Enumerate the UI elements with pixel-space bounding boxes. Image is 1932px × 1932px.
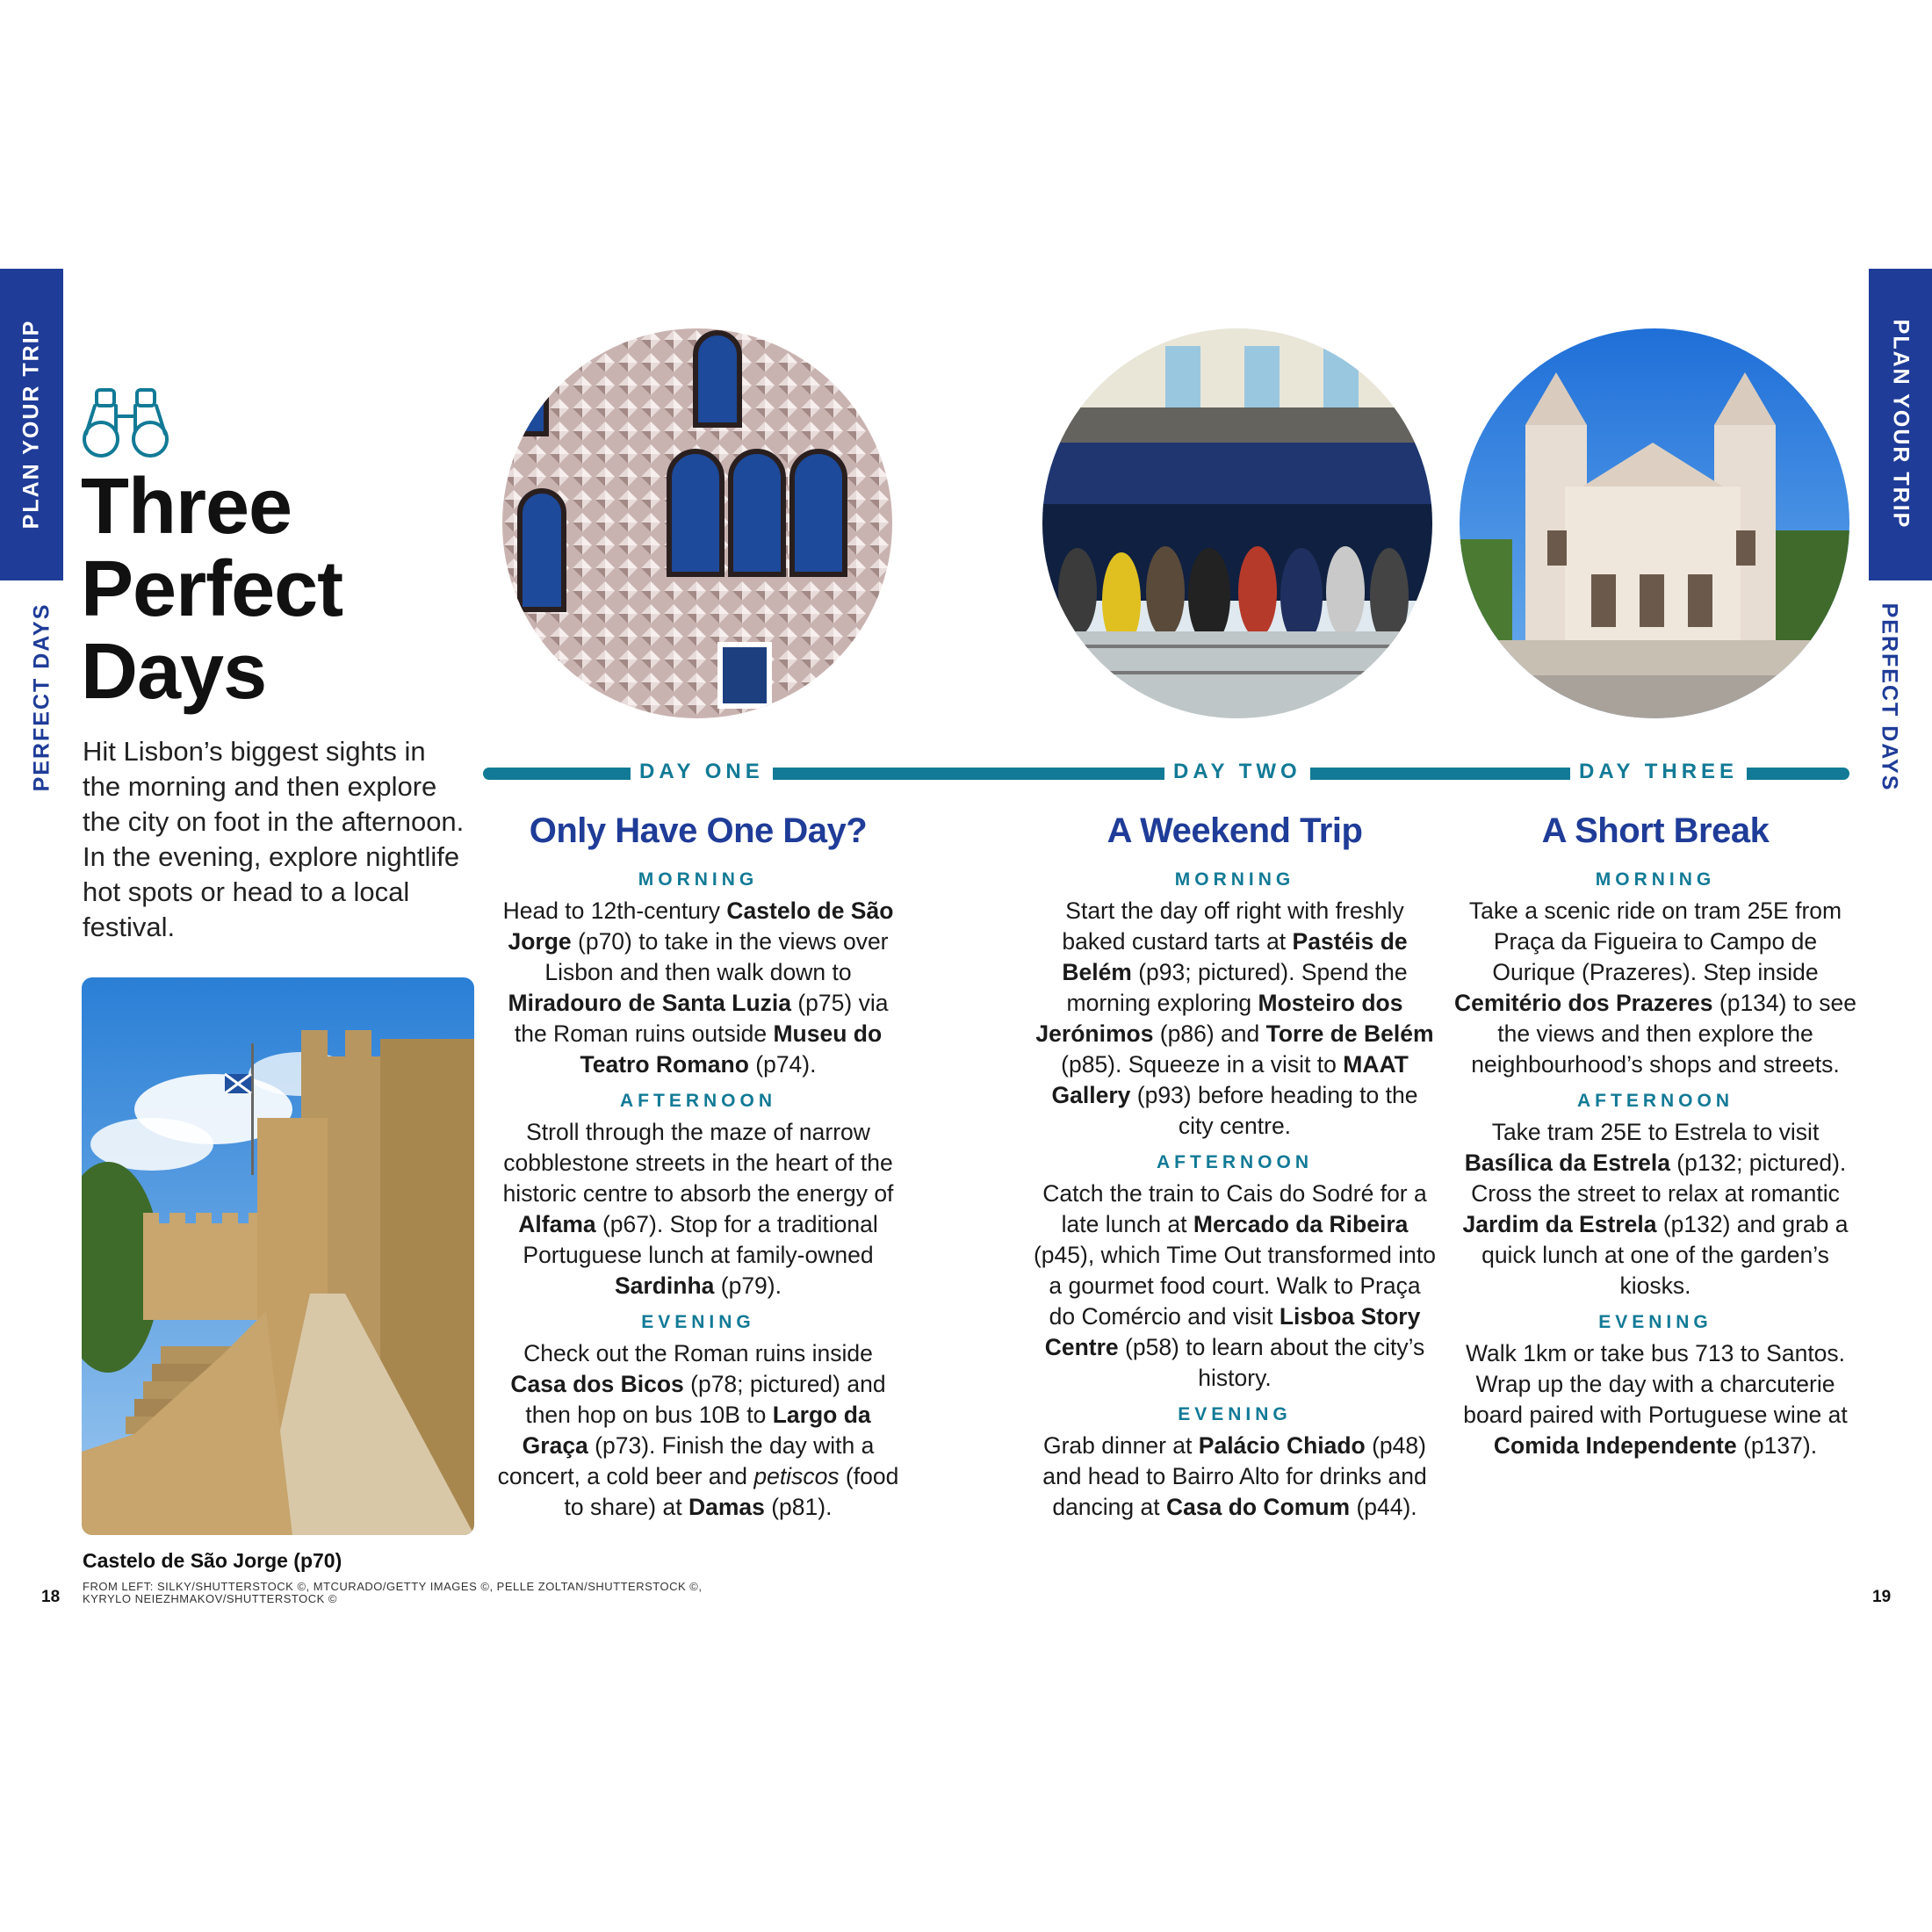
basilica-da-estrela-photo <box>1460 328 1849 718</box>
day-heading: A Weekend Trip <box>1107 811 1363 850</box>
segment-title: MORNING <box>1595 869 1716 890</box>
text-run: Stroll through the maze of narrow cobblestone streets in the heart of the historic centre to absorb the energy of <box>502 1119 894 1207</box>
text-run: (p86) and <box>1153 1020 1266 1047</box>
subsection-label-left: PERFECT DAYS <box>29 602 54 792</box>
section-tab-right[interactable] <box>1869 269 1932 580</box>
place-name: MAAT Gallery <box>1051 1051 1409 1108</box>
text-run: Grab dinner at <box>1043 1432 1199 1459</box>
castle-photo <box>82 977 474 1535</box>
day-heading: A Short Break <box>1541 811 1770 850</box>
text-run: (p132) and grab a quick lunch at one of the garden’s kiosks. <box>1481 1211 1849 1299</box>
text-run: (p45), which Time Out transformed into a gourmet food court. Walk to Praça do Comércio and visit <box>1033 1242 1437 1330</box>
place-name: Pastéis de Belém <box>1062 928 1408 985</box>
text-run: (p134) to see the views and then explore the neighbourhood’s shops and streets. <box>1471 990 1857 1078</box>
segment-title: AFTERNOON <box>1157 1152 1313 1172</box>
place-name: Miradouro de Santa Luzia <box>508 990 791 1016</box>
place-name: Jardim da Estrela <box>1462 1211 1657 1237</box>
segment-text <box>496 1117 900 1301</box>
place-name: Torre de Belém <box>1265 1020 1434 1047</box>
title-line: Perfect <box>81 545 343 633</box>
segment-title: EVENING <box>1598 1312 1712 1332</box>
segment-title: MORNING <box>638 869 759 890</box>
text-run: petiscos <box>753 1463 840 1489</box>
intro-text: Hit Lisbon’s biggest sights in the morning and then explore the city on foot in the afternoon. In the evening, explore nightlife hot spots or head to a local festival. <box>83 736 465 942</box>
segment-title: EVENING <box>1178 1404 1292 1424</box>
photo-credits <box>83 1581 702 1605</box>
pasteis-de-belem-photo <box>1042 328 1432 718</box>
section-tab-label: PLAN YOUR TRIP <box>1888 319 1914 530</box>
day-label: DAY TWO <box>1164 759 1310 785</box>
segment-text <box>1453 1117 1857 1301</box>
place-name: Casa do Comum <box>1165 1494 1351 1520</box>
segment-title: AFTERNOON <box>620 1091 776 1111</box>
day-three-column <box>1453 806 1857 1461</box>
segment-text <box>1453 1338 1857 1461</box>
page-title <box>81 463 343 716</box>
place-name: Casa dos Bicos <box>510 1371 684 1397</box>
text-run: (p70) to take in the views over Lisbon and then walk down to <box>544 928 889 985</box>
place-name: Lisboa Story Centre <box>1044 1303 1421 1360</box>
section-tab-label: PLAN YOUR TRIP <box>18 319 44 530</box>
day-label: DAY THREE <box>1570 759 1747 785</box>
day-heading: Only Have One Day? <box>529 811 868 850</box>
day-label: DAY ONE <box>631 759 773 785</box>
page-number-left: 18 <box>41 1588 61 1606</box>
place-name: Mercado da Ribeira <box>1193 1211 1409 1237</box>
section-tab-left[interactable] <box>0 269 63 580</box>
text-run: (p74). <box>748 1051 817 1078</box>
text-run: (p85). Squeeze in a visit to <box>1061 1051 1344 1078</box>
text-run: (p67). Stop for a traditional Portuguese lunch at family-owned <box>523 1211 878 1268</box>
text-run: Check out the Roman ruins inside <box>523 1340 873 1366</box>
place-name: Basílica da Estrela <box>1464 1150 1670 1176</box>
segment-text <box>1033 896 1437 1142</box>
segment-text <box>1033 1431 1437 1523</box>
place-name: Sardinha <box>615 1272 715 1299</box>
text-run: Head to 12th-century <box>502 898 727 924</box>
place-name: Largo da Graça <box>522 1402 871 1459</box>
page-number-right: 19 <box>1872 1588 1892 1606</box>
place-name: Alfama <box>518 1211 596 1237</box>
day-one-column <box>496 806 900 1523</box>
credits-line: KYRYLO NEIEZHMAKOV/SHUTTERSTOCK © <box>83 1592 337 1605</box>
text-run: (p48) and head to Bairro Alto for drinks and dancing at <box>1042 1432 1427 1520</box>
text-run: (p75) via the Roman ruins outside <box>514 990 889 1047</box>
segment-text <box>496 896 900 1080</box>
segment-text <box>1453 896 1857 1080</box>
segment-text <box>1033 1179 1437 1394</box>
text-run: (p137). <box>1736 1432 1818 1459</box>
text-run: (p132; pictured). Cross the street to relax at romantic <box>1471 1150 1847 1207</box>
day-two-column <box>1033 806 1437 1523</box>
text-run: (food to share) at <box>564 1463 899 1520</box>
text-run: Start the day off right with freshly baked custard tarts at <box>1062 898 1404 955</box>
text-run: Take tram 25E to Estrela to visit <box>1491 1119 1820 1145</box>
credits-line: FROM LEFT: SILKY/SHUTTERSTOCK ©, MTCURADO/GETTY IMAGES ©, PELLE ZOLTAN/SHUTTERSTOCK ©, <box>83 1580 703 1593</box>
text-run: (p79). <box>714 1272 782 1299</box>
text-run: (p44). <box>1350 1494 1417 1520</box>
photo-caption: Castelo de São Jorge (p70) <box>83 1549 342 1572</box>
text-run: Catch the train to Cais do Sodré for a late lunch at <box>1042 1180 1427 1237</box>
segment-title: AFTERNOON <box>1577 1091 1734 1111</box>
segment-text <box>496 1338 900 1523</box>
text-run: Walk 1km or take bus 713 to Santos. Wrap up the day with a charcuterie board paired with Portuguese wine at <box>1463 1340 1848 1428</box>
casa-dos-bicos-photo <box>502 328 892 718</box>
place-name: Damas <box>688 1494 765 1520</box>
text-run: (p93; pictured). Spend the morning exploring <box>1066 959 1408 1016</box>
text-run: (p73). Finish the day with a concert, a cold beer and <box>497 1432 875 1489</box>
title-line: Days <box>81 628 267 716</box>
place-name: Museu do Teatro Romano <box>580 1020 883 1078</box>
text-run: (p58) to learn about the city’s history. <box>1118 1334 1425 1391</box>
place-name: Palácio Chiado <box>1198 1432 1366 1459</box>
place-name: Cemitério dos Prazeres <box>1453 990 1713 1016</box>
place-name: Comida Independente <box>1493 1432 1737 1459</box>
title-line: Three <box>81 463 292 551</box>
text-run: (p78; pictured) and then hop on bus 10B to <box>525 1371 886 1428</box>
text-run: (p81). <box>764 1494 833 1520</box>
place-name: Mosteiro dos Jerónimos <box>1035 990 1403 1047</box>
place-name: Castelo de São Jorge <box>508 898 894 955</box>
text-run: (p93) before heading to the city centre. <box>1130 1082 1418 1139</box>
segment-title: MORNING <box>1174 869 1295 890</box>
segment-title: EVENING <box>641 1312 755 1332</box>
text-run: Take a scenic ride on tram 25E from Praça da Figueira to Campo de Ourique (Prazeres). Step inside <box>1468 898 1842 985</box>
subsection-label-right: PERFECT DAYS <box>1877 602 1902 792</box>
binoculars-icon <box>81 386 170 458</box>
